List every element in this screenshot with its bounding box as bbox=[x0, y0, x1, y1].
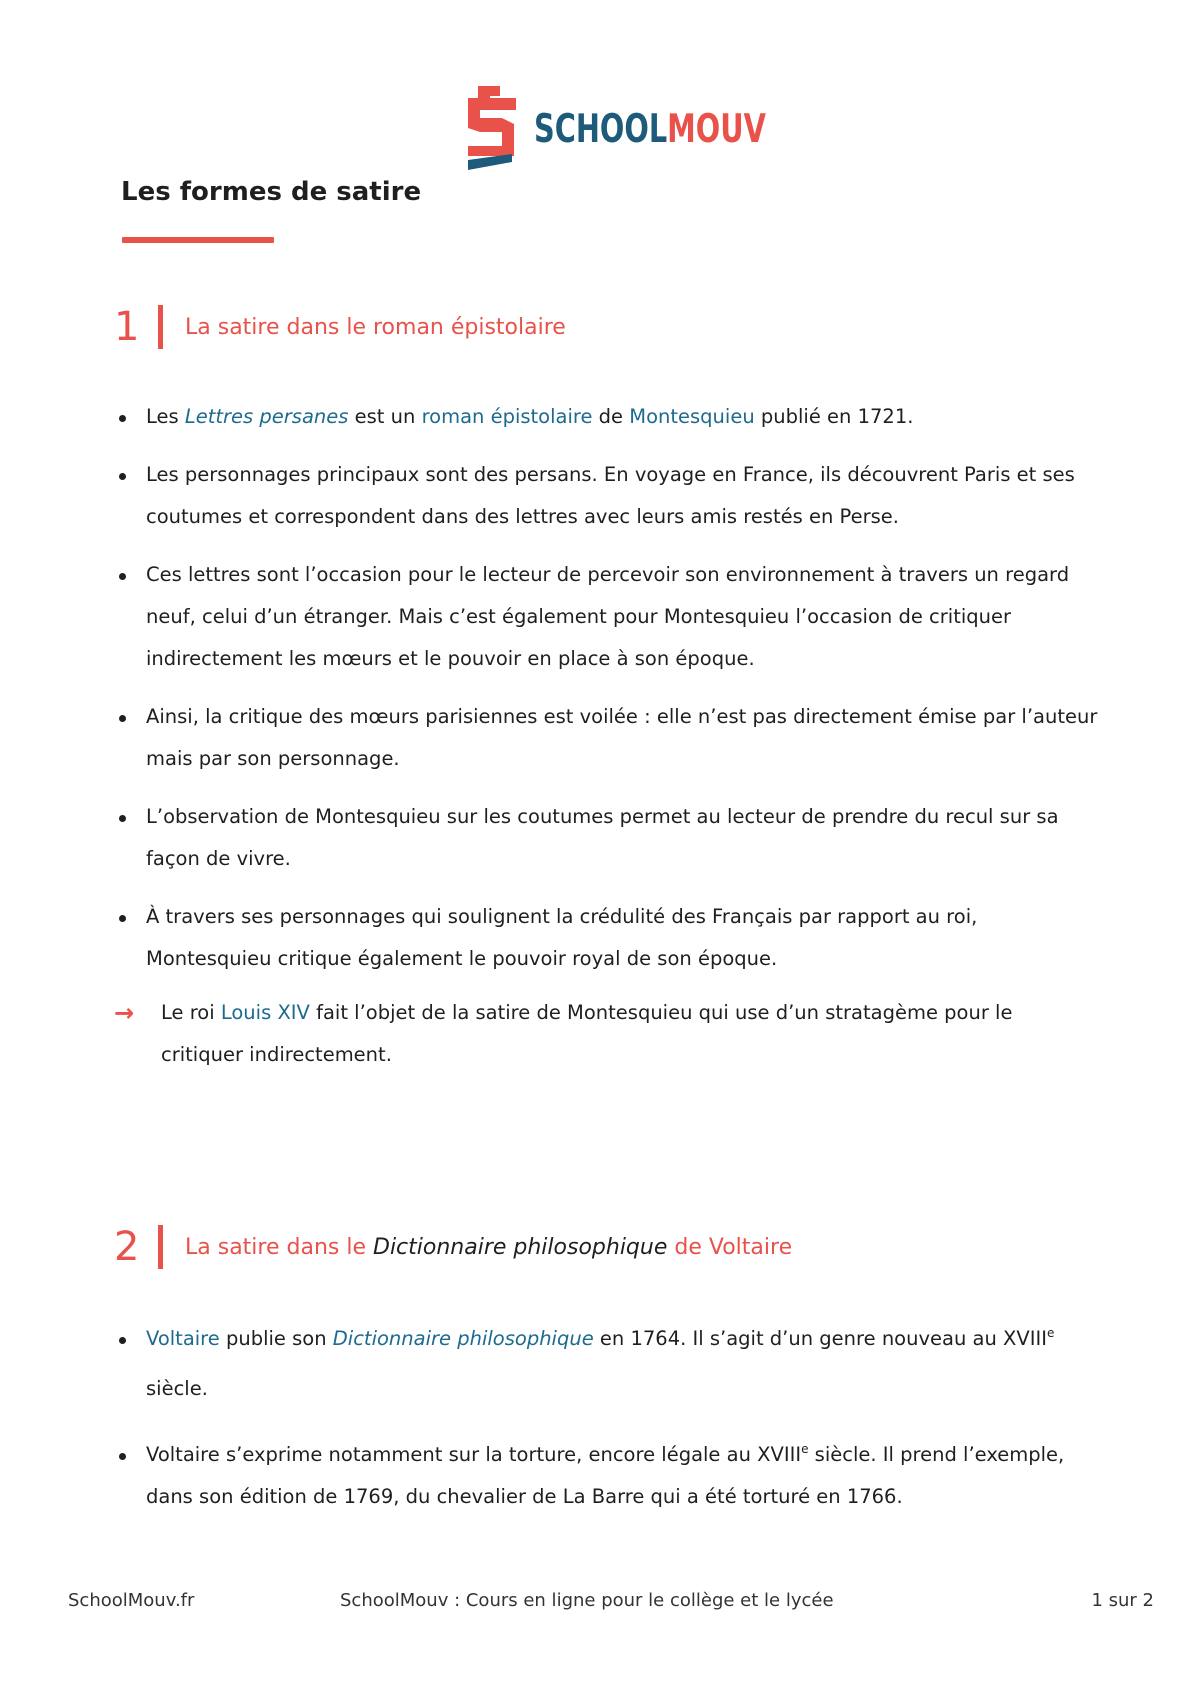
arrow-right-icon: → bbox=[114, 999, 135, 1027]
keyword-link: Lettres persanes bbox=[184, 405, 349, 428]
list-item: Voltaire s’exprime notamment sur la torture, encore légale au XVIIIe siècle. Il prend l’exemple, dans son édition de 1769, du chevalier de La Barre qui a été torturé en 1766. bbox=[0, 1434, 1200, 1518]
schoolmouv-logo bbox=[466, 84, 817, 172]
bullet-dot-icon bbox=[119, 815, 126, 822]
section-number: 2 bbox=[114, 1224, 140, 1270]
conclusion-item: → Le roi Louis XIV fait l’objet de la satire de Montesquieu qui use d’un stratagème pour le critiquer indirectement. bbox=[0, 992, 1200, 1076]
bullet-dot-icon bbox=[119, 1453, 126, 1460]
section-number: 1 bbox=[114, 304, 140, 350]
bullet-dot-icon bbox=[119, 1337, 126, 1344]
list-item: À travers ses personnages qui soulignent la crédulité des Français par rapport au roi, Montesquieu critique également le pouvoir royal de son époque. bbox=[0, 896, 1200, 980]
bullet-dot-icon bbox=[119, 715, 126, 722]
keyword-link: Montesquieu bbox=[629, 405, 755, 428]
page-number: 1 sur 2 bbox=[1091, 1590, 1154, 1611]
section-heading-1 bbox=[114, 304, 566, 350]
schoolmouv-s-logo-icon bbox=[466, 84, 518, 172]
page-footer bbox=[0, 1590, 1200, 1614]
section-divider-bar bbox=[158, 1225, 163, 1269]
list-item: Les Lettres persanes est un roman épistolaire de Montesquieu publié en 1721. bbox=[0, 396, 1200, 438]
list-item: Les personnages principaux sont des persans. En voyage en France, ils découvrent Paris et ses coutumes et correspondent dans des lettres avec leurs amis restés en Perse. bbox=[0, 454, 1200, 538]
list-item: Voltaire publie son Dictionnaire philosophique en 1764. Il s’agit d’un genre nouveau au XVIIIe siècle. bbox=[0, 1314, 1200, 1414]
bullet-dot-icon bbox=[119, 573, 126, 580]
section-1-bullet-list bbox=[0, 396, 1200, 1076]
section-2-bullet-list bbox=[0, 1314, 1200, 1518]
list-item: L’observation de Montesquieu sur les coutumes permet au lecteur de prendre du recul sur sa façon de vivre. bbox=[0, 796, 1200, 880]
section-divider-bar bbox=[158, 305, 163, 349]
bullet-dot-icon bbox=[119, 415, 126, 422]
list-item: Ainsi, la critique des mœurs parisiennes est voilée : elle n’est pas directement émise par l’auteur mais par son personnage. bbox=[0, 696, 1200, 780]
section-title: La satire dans le roman épistolaire bbox=[185, 314, 566, 340]
bullet-dot-icon bbox=[119, 473, 126, 480]
keyword-link: Dictionnaire philosophique bbox=[332, 1327, 594, 1350]
footer-site-link[interactable]: SchoolMouv.fr bbox=[68, 1590, 195, 1611]
keyword-link: Voltaire bbox=[146, 1327, 220, 1350]
title-underline bbox=[122, 237, 274, 243]
footer-tagline: SchoolMouv : Cours en ligne pour le collège et le lycée bbox=[340, 1590, 834, 1611]
list-item: Ces lettres sont l’occasion pour le lecteur de percevoir son environnement à travers un regard neuf, celui d’un étranger. Mais c’est également pour Montesquieu l’occasion de critiquer indirectement les mœurs et le pouvoir en place à son époque. bbox=[0, 554, 1200, 680]
section-title: La satire dans le Dictionnaire philosophique de Voltaire bbox=[185, 1234, 793, 1260]
document-title: Les formes de satire bbox=[121, 177, 422, 207]
section-heading-2 bbox=[114, 1224, 792, 1270]
keyword-link: Louis XIV bbox=[220, 1001, 310, 1024]
brand-wordmark: SCHOOLMOUV bbox=[534, 106, 766, 152]
keyword-link: roman épistolaire bbox=[421, 405, 593, 428]
bullet-dot-icon bbox=[119, 915, 126, 922]
